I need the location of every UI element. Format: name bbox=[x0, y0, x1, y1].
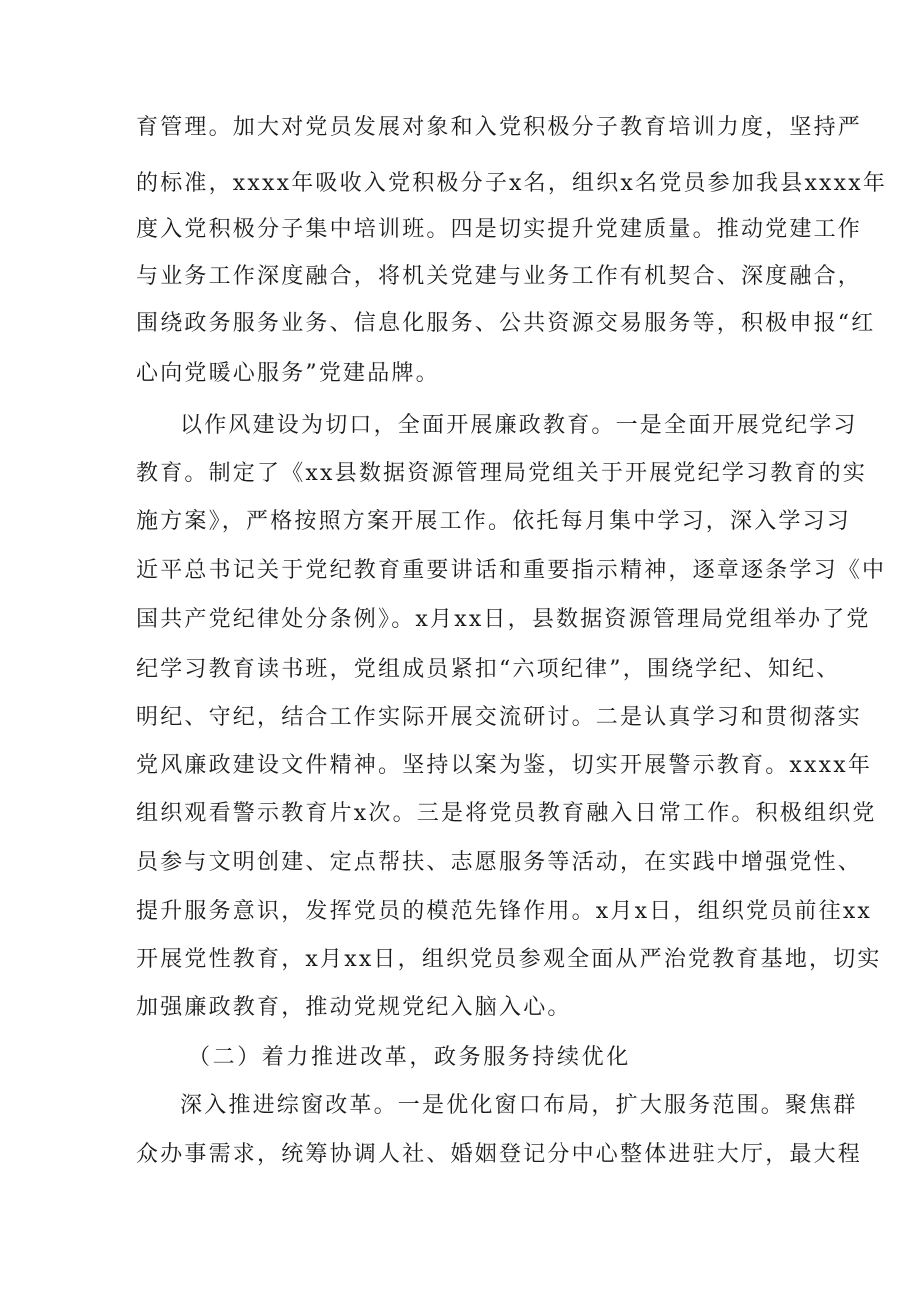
paragraph-line: 的标准，xxxx年吸收入党积极分子x名，组织x名党员参加我县xxxx年 bbox=[136, 171, 888, 196]
paragraph-line: 纪学习教育读书班，党组成员紧扣“六项纪律”，围绕学纪、知纪、 bbox=[136, 657, 841, 682]
paragraph-line: 度入党积极分子集中培训班。四是切实提升党建质量。推动党建工作 bbox=[136, 217, 863, 242]
section-heading: （二）着力推进改革，政务服务持续优化 bbox=[188, 1045, 631, 1070]
paragraph-line: 员参与文明创建、定点帮扶、志愿服务等活动，在实践中增强党性、 bbox=[136, 850, 863, 875]
paragraph-line: 与业务工作深度融合，将机关党建与业务工作有机契合、深度融合， bbox=[136, 264, 863, 289]
paragraph-line: 组织观看警示教育片x次。三是将党员教育融入日常工作。积极组织党 bbox=[136, 801, 877, 826]
paragraph-line: 国共产党纪律处分条例》。x月xx日，县数据资源管理局党组举办了党 bbox=[136, 607, 871, 632]
paragraph-line: 围绕政务服务业务、信息化服务、公共资源交易服务等，积极申报“红 bbox=[136, 311, 876, 336]
paragraph-line: 深入推进综窗改革。一是优化窗口布局，扩大服务范围。聚焦群 bbox=[180, 1093, 858, 1118]
paragraph-line: 加强廉政教育，推动党规党纪入脑入心。 bbox=[136, 995, 572, 1020]
paragraph-line: 教育。制定了《xx县数据资源管理局党组关于开展党纪学习教育的实 bbox=[136, 461, 868, 486]
paragraph-line: 施方案》，严格按照方案开展工作。依托每月集中学习，深入学习习 bbox=[136, 509, 852, 534]
paragraph-line: 以作风建设为切口，全面开展廉政教育。一是全面开展党纪学习 bbox=[180, 413, 858, 438]
paragraph-line: 明纪、守纪，结合工作实际开展交流研讨。二是认真学习和贯彻落实 bbox=[136, 705, 863, 730]
paragraph-line: 开展党性教育，x月xx日，组织党员参观全面从严治党教育基地，切实 bbox=[136, 947, 882, 972]
paragraph-line: 党风廉政建设文件精神。坚持以案为鉴，切实开展警示教育。xxxx年 bbox=[136, 753, 873, 778]
paragraph-line: 提升服务意识，发挥党员的模范先锋作用。x月x日，组织党员前往xx bbox=[136, 899, 873, 924]
paragraph-line: 近平总书记关于党纪教育重要讲话和重要指示精神，逐章逐条学习《中 bbox=[136, 558, 887, 583]
paragraph-line: 心向党暖心服务”党建品牌。 bbox=[136, 361, 440, 386]
paragraph-line: 育管理。加大对党员发展对象和入党积极分子教育培训力度，坚持严 bbox=[136, 115, 863, 140]
paragraph-line: 众办事需求，统筹协调人社、婚姻登记分中心整体进驻大厅，最大程 bbox=[136, 1142, 863, 1167]
